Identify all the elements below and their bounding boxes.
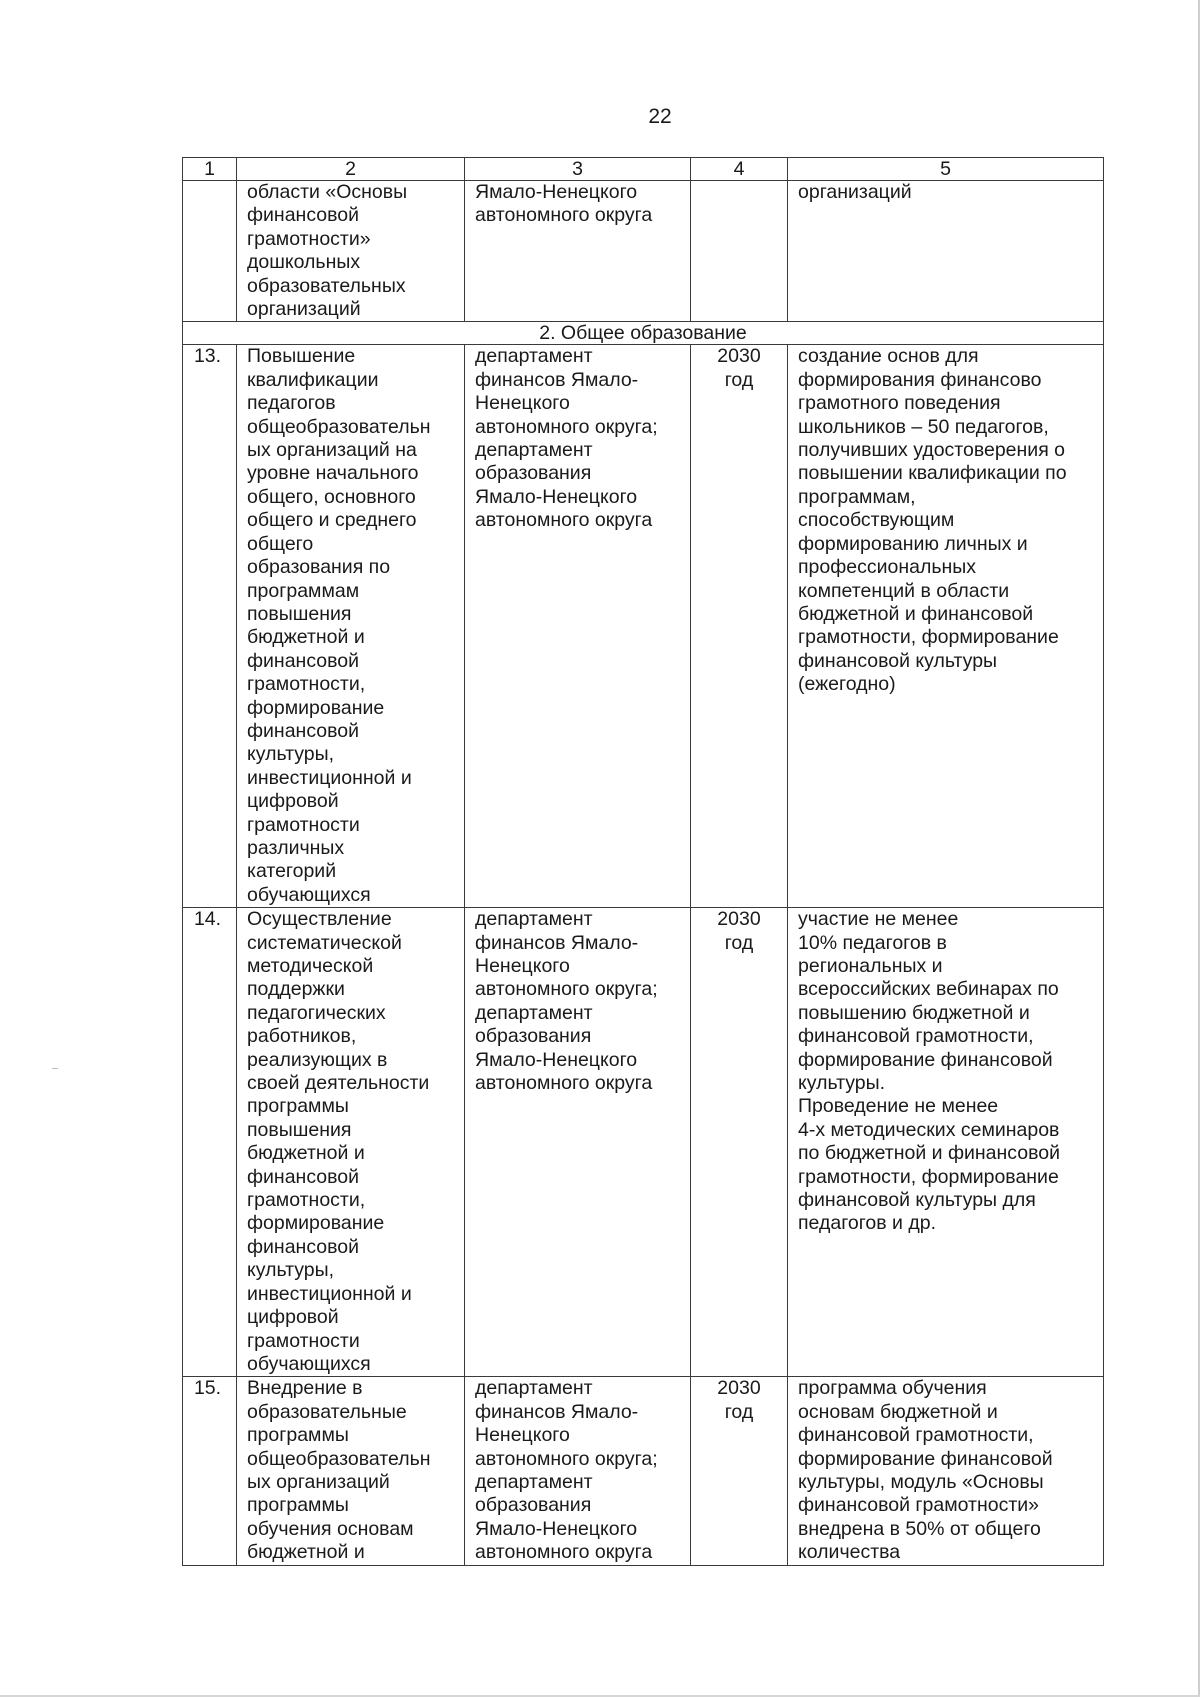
result-cell: программа обучения основам бюджетной и финансовой грамотности, формирование финансовой культуры, модуль «Основы финансовой грамотности» внедрена в 50% от общего количества — [788, 1377, 1104, 1565]
result-cell: организаций — [788, 181, 1104, 322]
deadline-cell: 2030 год — [691, 345, 788, 908]
table-row-continuation — [183, 181, 1104, 322]
measure-cell: Осуществление систематической методической поддержки педагогических работников, реализующих в своей деятельности программы повышения бюджетной и финансовой грамотности, формирование финансовой культуры, инвестиционной и цифровой грамотности обучающихся — [237, 908, 465, 1377]
section-heading-row — [183, 322, 1104, 345]
result-cell: участие не менее 10% педагогов в региональных и всероссийских вебинарах по повышению бюджетной и финансовой грамотности, формирование финансовой культуры. Проведение не менее 4-х методических семинаров по бюджетной и финансовой грамотности, формирование финансовой культуры для педагогов и др. — [788, 908, 1104, 1377]
result-cell: создание основ для формирования финансово грамотного поведения школьников – 50 педагогов, получивших удостоверения о повышении квалификации по программам, способствующим формированию личных и профессиональных компетенций в области бюджетной и финансовой грамотности, формирование финансовой культуры (ежегодно) — [788, 345, 1104, 908]
executor-cell: департамент финансов Ямало- Ненецкого автономного округа; департамент образования Ямало-Ненецкого автономного округа — [465, 345, 691, 908]
measures-table — [182, 157, 1104, 1566]
section-heading: 2. Общее образование — [183, 322, 1104, 345]
table-row — [183, 345, 1104, 908]
measure-cell: Внедрение в образовательные программы общеобразовательн ых организаций программы обучения основам бюджетной и — [237, 1377, 465, 1565]
executor-cell: Ямало-Ненецкого автономного округа — [465, 181, 691, 322]
column-number: 2 — [237, 158, 465, 181]
scan-speck — [52, 1068, 58, 1069]
row-number — [183, 181, 237, 322]
column-number: 3 — [465, 158, 691, 181]
executor-cell: департамент финансов Ямало- Ненецкого автономного округа; департамент образования Ямало-Ненецкого автономного округа — [465, 908, 691, 1377]
measure-cell: Повышение квалификации педагогов общеобразовательн ых организаций на уровне начального общего, основного общего и среднего общего образования по программам повышения бюджетной и финансовой грамотности, формирование финансовой культуры, инвестиционной и цифровой грамотности различных категорий обучающихся — [237, 345, 465, 908]
column-number-row — [183, 158, 1104, 181]
row-number: 15. — [183, 1377, 237, 1565]
page-number: 22 — [648, 105, 672, 128]
column-number: 1 — [183, 158, 237, 181]
table-row — [183, 908, 1104, 1377]
deadline-cell — [691, 181, 788, 322]
column-number: 4 — [691, 158, 788, 181]
measure-cell: области «Основы финансовой грамотности» дошкольных образовательных организаций — [237, 181, 465, 322]
deadline-cell: 2030 год — [691, 908, 788, 1377]
row-number: 14. — [183, 908, 237, 1377]
deadline-cell: 2030 год — [691, 1377, 788, 1565]
executor-cell: департамент финансов Ямало- Ненецкого автономного округа; департамент образования Ямало-Ненецкого автономного округа — [465, 1377, 691, 1565]
table-row — [183, 1377, 1104, 1565]
column-number: 5 — [788, 158, 1104, 181]
row-number: 13. — [183, 345, 237, 908]
